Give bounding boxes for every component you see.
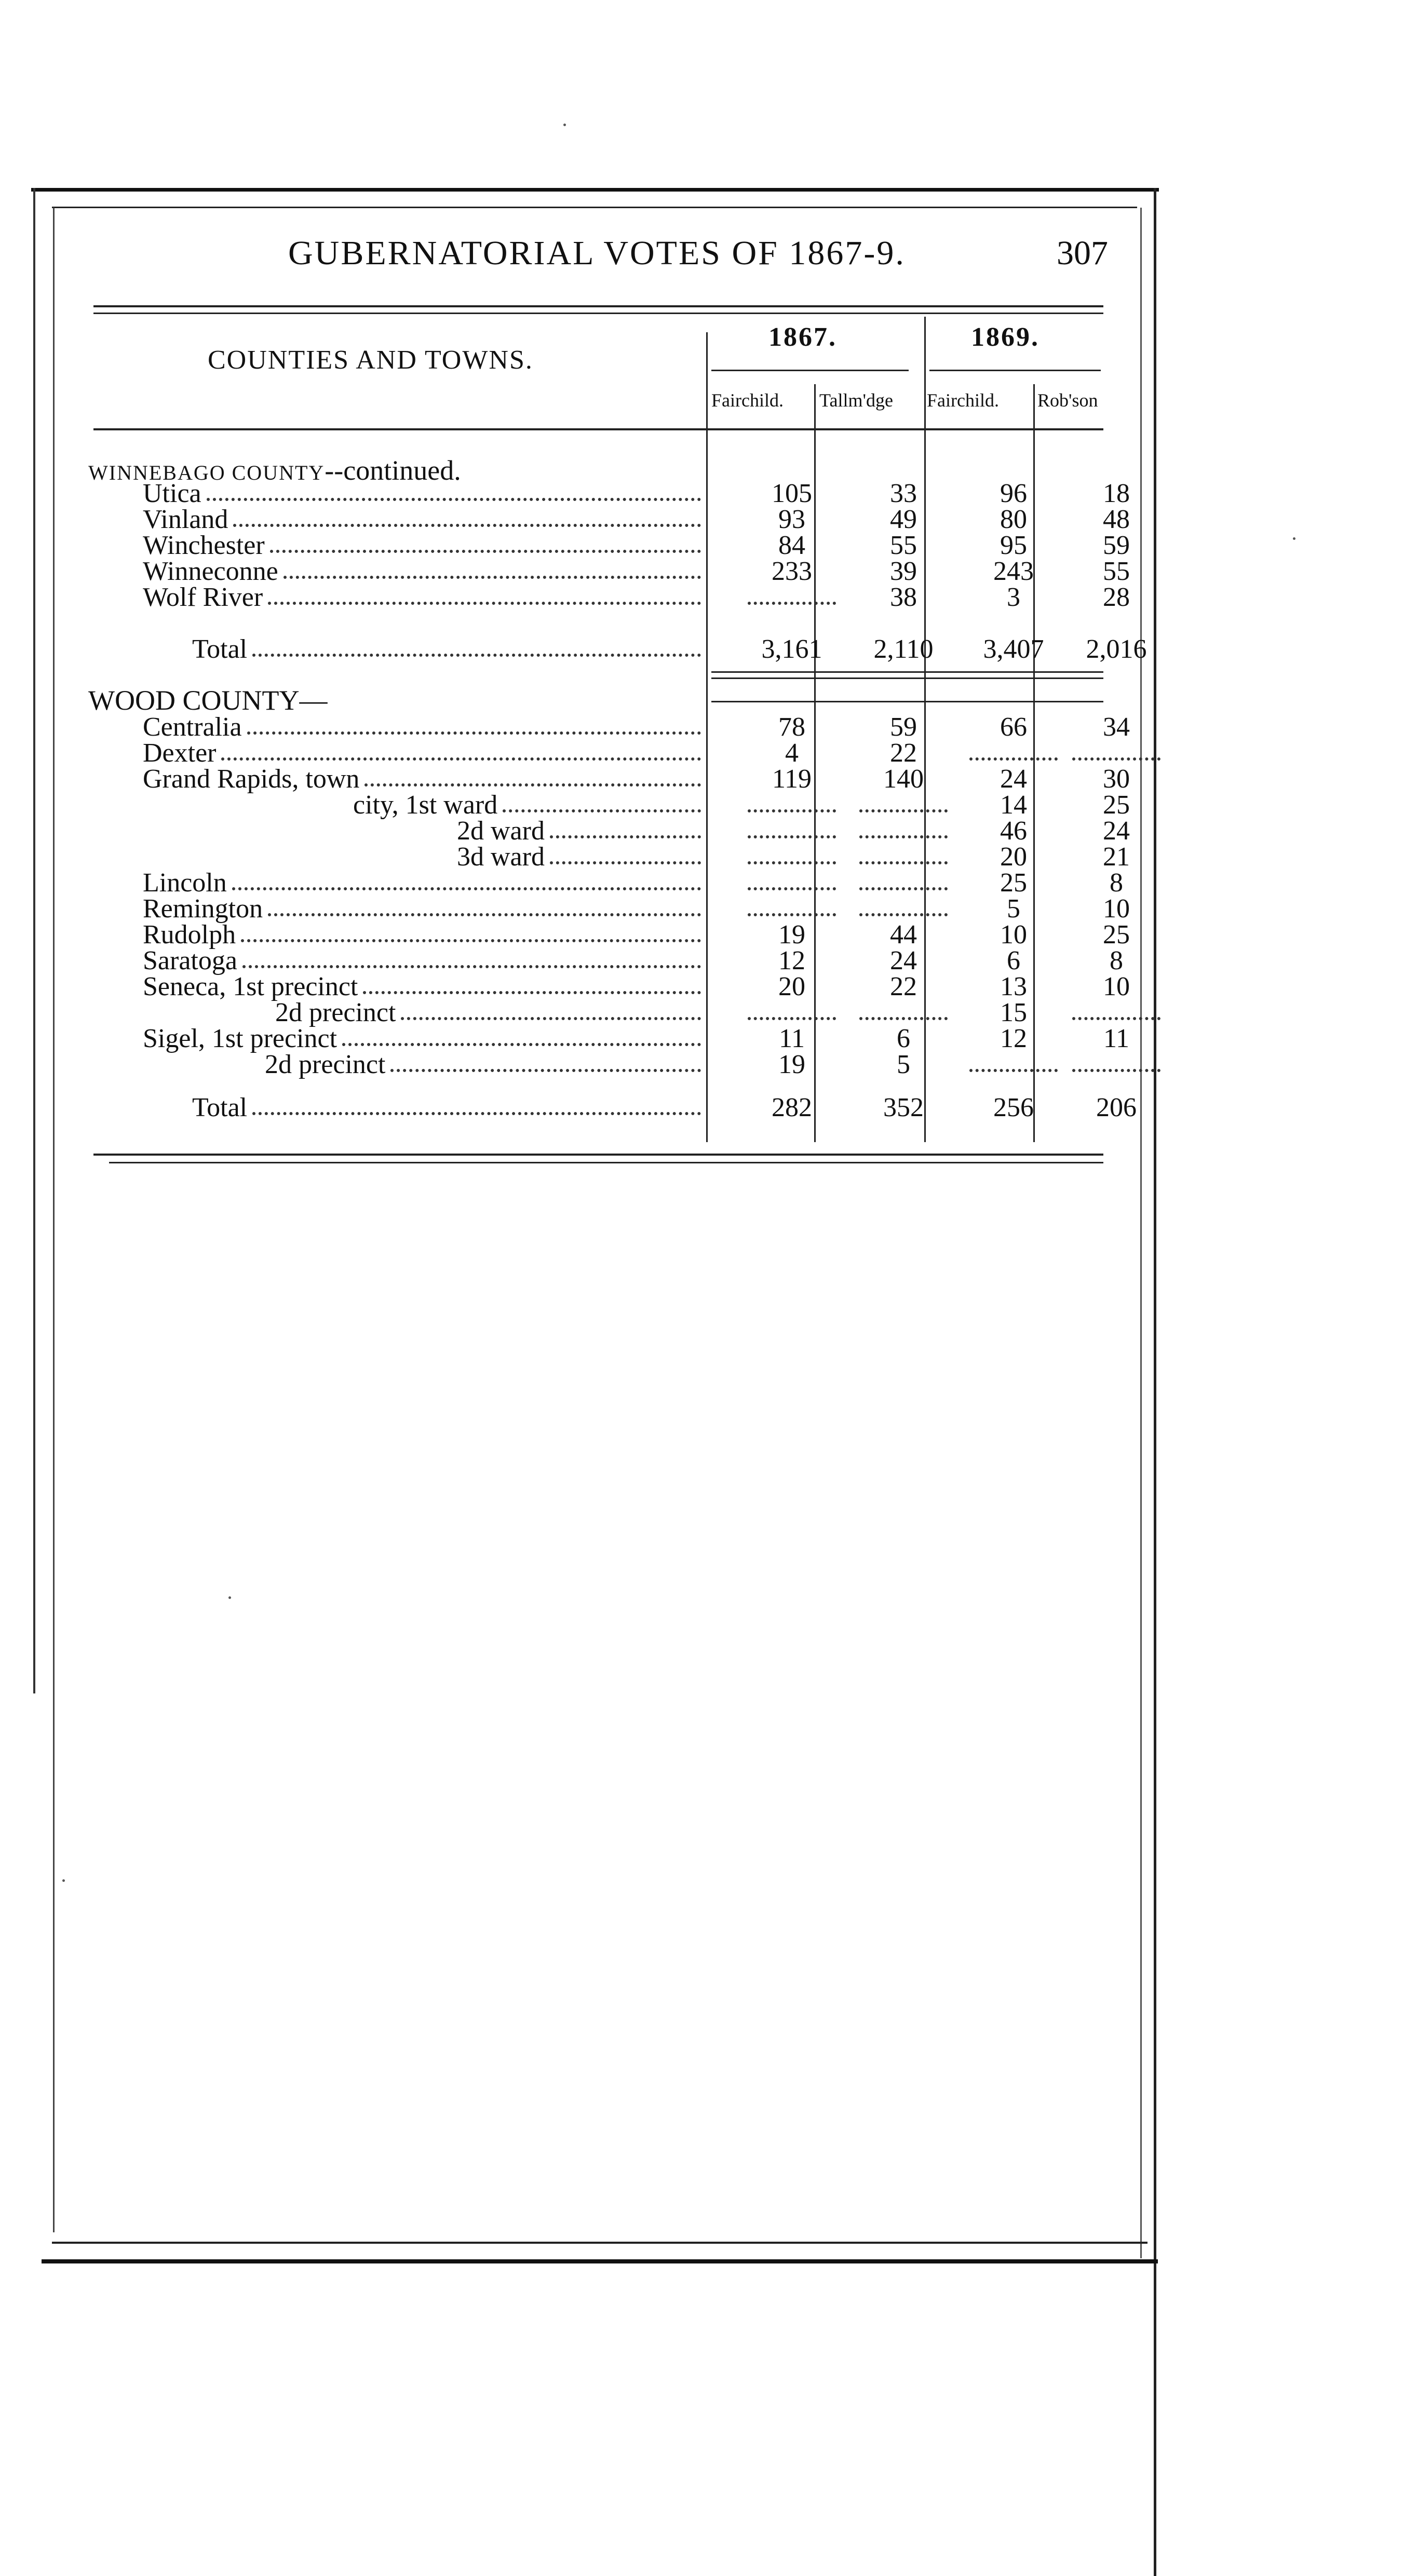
cell-value: 34	[1103, 712, 1130, 742]
total-row	[88, 634, 1147, 664]
cell-value: 4	[785, 738, 799, 768]
year-1869: 1869.	[971, 322, 1040, 352]
empty-cell-dots	[1072, 1017, 1160, 1020]
cell-value: 66	[1000, 712, 1027, 742]
row-label: Remington	[143, 894, 263, 924]
table-row	[88, 790, 1130, 820]
row-label: Lincoln	[143, 868, 227, 898]
cell-value: 44	[890, 920, 917, 950]
table-row	[88, 894, 1130, 924]
cell-value: 49	[890, 505, 917, 534]
leader-dots	[247, 731, 701, 735]
cell-value: 24	[890, 946, 917, 975]
cell-value: 13	[1000, 972, 1027, 1001]
cell-value: 19	[778, 920, 805, 950]
cell-value: 12	[778, 946, 805, 975]
cell-value: 80	[1000, 505, 1027, 534]
cell-value: 78	[778, 712, 805, 742]
cell-value: 119	[772, 764, 812, 794]
header-top-rule-1	[93, 305, 1103, 307]
frame-top-rule	[31, 188, 1159, 192]
leader-dots	[207, 498, 701, 501]
cell-value: 22	[890, 972, 917, 1001]
print-speck	[228, 1596, 231, 1599]
leader-dots	[221, 757, 701, 761]
print-speck	[1293, 537, 1295, 540]
cell-value: 24	[1000, 764, 1027, 794]
cell-value: 30	[1103, 764, 1130, 794]
cell-value: 5	[1007, 894, 1020, 924]
candidate-fairchild-1869: Fairchild.	[927, 390, 999, 411]
table-row	[88, 868, 1123, 898]
row-label: Grand Rapids, town	[143, 764, 360, 794]
cell-value: 140	[883, 764, 924, 794]
leader-dots	[390, 1069, 701, 1072]
cell-value: 33	[890, 479, 917, 508]
leader-dots	[268, 913, 701, 916]
candidate-robinson-1869: Rob'son	[1037, 390, 1098, 411]
cell-value: 8	[1110, 946, 1123, 975]
leader-dots	[550, 835, 701, 838]
table-row	[88, 999, 1101, 1026]
cell-value: 105	[772, 479, 812, 508]
table-row	[88, 920, 1130, 950]
year-1867: 1867.	[768, 322, 837, 352]
cell-value: 96	[1000, 479, 1027, 508]
cell-value: 38	[890, 582, 917, 612]
cell-value: 28	[1103, 582, 1130, 612]
table-bottom-rule-2	[109, 1162, 1103, 1163]
empty-cell-dots	[859, 861, 948, 864]
leader-dots	[232, 887, 701, 890]
row-label: Winchester	[143, 531, 265, 560]
cell-value: 95	[1000, 531, 1027, 560]
candidate-tallmadge-1867: Tallm'dge	[819, 390, 893, 411]
empty-cell-dots	[748, 861, 836, 864]
total-label: Total	[192, 634, 248, 664]
leader-dots	[268, 602, 701, 605]
cell-value: 243	[993, 557, 1034, 586]
table-row	[88, 712, 1130, 742]
table-row	[88, 816, 1130, 846]
print-speck	[62, 1879, 65, 1882]
cell-value: 233	[772, 557, 812, 586]
cell-value: 25	[1103, 790, 1130, 820]
winnebago-total-rule-1	[711, 671, 1103, 673]
leader-dots	[242, 965, 701, 968]
frame-right-rule	[1154, 188, 1156, 2576]
cell-value: 5	[897, 1050, 910, 1079]
row-label: 2d ward	[457, 816, 545, 846]
empty-cell-dots	[859, 835, 948, 838]
table-row	[88, 764, 1130, 794]
leader-dots	[503, 809, 701, 812]
winnebago-title-continued: --continued.	[325, 455, 461, 486]
cell-value: 55	[1103, 557, 1130, 586]
header-top-rule-2	[93, 313, 1103, 314]
cell-value: 21	[1103, 842, 1130, 872]
empty-cell-dots	[748, 1017, 836, 1020]
table-row	[88, 1024, 1130, 1053]
winnebago-title-smallcaps: WINNEBAGO COUNTY	[88, 461, 325, 484]
total-label: Total	[192, 1093, 248, 1122]
header-bottom-rule	[93, 428, 1103, 430]
frame-inner-bottom-rule	[52, 2242, 1148, 2244]
frame-inner-top-rule	[52, 207, 1137, 208]
total-value: 3,407	[983, 634, 1044, 664]
total-value: 2,016	[1086, 634, 1147, 664]
cell-value: 59	[1103, 531, 1130, 560]
leader-dots	[252, 654, 701, 657]
row-label: Rudolph	[143, 920, 236, 950]
total-value: 3,161	[761, 634, 822, 664]
leader-dots	[284, 576, 701, 579]
cell-value: 55	[890, 531, 917, 560]
cell-value: 6	[897, 1024, 910, 1053]
row-label: 2d precinct	[275, 998, 396, 1027]
cell-value: 24	[1103, 816, 1130, 846]
table-row	[88, 842, 1130, 872]
cell-value: 19	[778, 1050, 805, 1079]
empty-cell-dots	[1072, 757, 1160, 761]
cell-value: 10	[1103, 972, 1130, 1001]
column-header-counties: COUNTIES AND TOWNS.	[208, 345, 533, 375]
empty-cell-dots	[969, 1069, 1058, 1072]
table-row	[88, 479, 1130, 508]
total-row	[88, 1093, 1137, 1122]
cell-value: 15	[1000, 998, 1027, 1027]
total-value: 352	[883, 1093, 924, 1122]
empty-cell-dots	[748, 835, 836, 838]
total-value: 206	[1096, 1093, 1137, 1122]
cell-value: 59	[890, 712, 917, 742]
row-label: Saratoga	[143, 946, 237, 975]
page-title: GUBERNATORIAL VOTES OF 1867-9.	[288, 234, 906, 272]
cell-value: 25	[1103, 920, 1130, 950]
leader-dots	[401, 1017, 701, 1020]
row-label: Sigel, 1st precinct	[143, 1024, 338, 1053]
cell-value: 93	[778, 505, 805, 534]
row-label: Centralia	[143, 712, 242, 742]
table-row	[88, 946, 1123, 975]
total-value: 2,110	[873, 634, 934, 664]
year-1867-underline	[711, 370, 909, 371]
cell-value: 10	[1103, 894, 1130, 924]
cell-value: 6	[1007, 946, 1020, 975]
empty-cell-dots	[1072, 1069, 1160, 1072]
empty-cell-dots	[748, 913, 836, 916]
table-row	[88, 531, 1130, 560]
cell-value: 25	[1000, 868, 1027, 898]
frame-left-rule	[33, 188, 35, 1693]
row-label: 2d precinct	[265, 1050, 386, 1079]
row-label: 3d ward	[457, 842, 545, 872]
table-row	[88, 1051, 1101, 1078]
year-1869-underline	[929, 370, 1101, 371]
empty-cell-dots	[859, 809, 948, 812]
winnebago-total-rule-2	[711, 677, 1103, 679]
row-label: Winneconne	[143, 557, 278, 586]
cell-value: 46	[1000, 816, 1027, 846]
table-bottom-rule-1	[93, 1154, 1103, 1156]
empty-cell-dots	[748, 602, 836, 605]
total-value: 282	[772, 1093, 812, 1122]
cell-value: 8	[1110, 868, 1123, 898]
table-row	[88, 972, 1130, 1001]
leader-dots	[241, 939, 701, 942]
row-label: Dexter	[143, 738, 217, 768]
candidate-fairchild-1867: Fairchild.	[711, 390, 784, 411]
wood-header-rule	[711, 701, 1103, 702]
print-speck	[563, 124, 566, 126]
frame-bottom-rule	[42, 2259, 1158, 2263]
row-label: city, 1st ward	[353, 790, 498, 820]
row-label: Seneca, 1st precinct	[143, 972, 358, 1001]
row-label: Utica	[143, 479, 201, 508]
leader-dots	[365, 783, 701, 787]
cell-value: 39	[890, 557, 917, 586]
empty-cell-dots	[748, 887, 836, 890]
cell-value: 10	[1000, 920, 1027, 950]
leader-dots	[363, 991, 701, 994]
cell-value: 20	[1000, 842, 1027, 872]
total-value: 256	[993, 1093, 1034, 1122]
cell-value: 22	[890, 738, 917, 768]
row-label: Wolf River	[143, 582, 263, 612]
cell-value: 20	[778, 972, 805, 1001]
table-row	[88, 740, 1101, 767]
row-label: Vinland	[143, 505, 228, 534]
cell-value: 3	[1007, 582, 1020, 612]
table-row	[88, 582, 1130, 612]
leader-dots	[342, 1043, 701, 1046]
empty-cell-dots	[969, 757, 1058, 761]
leader-dots	[550, 861, 701, 864]
cell-value: 18	[1103, 479, 1130, 508]
cell-value: 11	[778, 1024, 805, 1053]
page-number: 307	[1057, 234, 1108, 272]
empty-cell-dots	[748, 809, 836, 812]
empty-cell-dots	[859, 1017, 948, 1020]
leader-dots	[252, 1112, 701, 1115]
empty-cell-dots	[859, 913, 948, 916]
cell-value: 84	[778, 531, 805, 560]
leader-dots	[233, 524, 701, 527]
cell-value: 12	[1000, 1024, 1027, 1053]
empty-cell-dots	[859, 887, 948, 890]
cell-value: 11	[1103, 1024, 1130, 1053]
table-row	[88, 557, 1130, 586]
section-title-wood: WOOD COUNTY—	[88, 685, 328, 716]
cell-value: 48	[1103, 505, 1130, 534]
leader-dots	[270, 550, 701, 553]
cell-value: 14	[1000, 790, 1027, 820]
frame-inner-left-rule	[53, 208, 55, 2232]
table-row	[88, 505, 1130, 534]
